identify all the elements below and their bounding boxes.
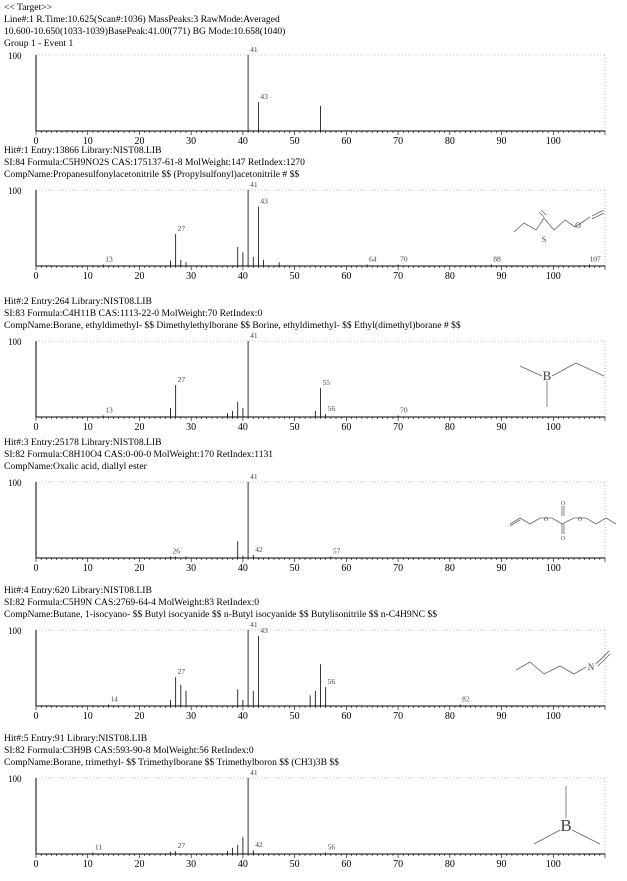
x-tick-label: 50 <box>289 136 300 147</box>
hit-info-line: Hit#:4 Entry:620 Library:NIST08.LIB <box>4 585 152 596</box>
x-tick-label: 50 <box>289 271 300 282</box>
hit-info-line: SI:82 Formula:C8H10O4 CAS:0-00-0 MolWeight:170 RetIndex:1131 <box>4 449 274 460</box>
basepeak-info-line: 10.600-10.650(1033-1039)BasePeak:41.00(771) BG Mode:10.658(1040) <box>4 26 286 37</box>
x-tick-label: 0 <box>33 859 39 870</box>
x-tick-label: 10 <box>82 859 93 870</box>
peak-label: 43 <box>260 92 268 102</box>
hit-info-line: CompName:Butane, 1-isocyano- $$ Butyl isocyanide $$ n-Butyl isocyanide $$ Butylisonitrile $$ n-C4H9NC $$ <box>4 609 438 620</box>
x-tick-label: 90 <box>496 422 507 433</box>
peak-label: 13 <box>105 405 113 415</box>
x-tick-label: 30 <box>186 711 197 722</box>
peak-label: 27 <box>177 375 186 385</box>
peak-label: 13 <box>105 254 113 264</box>
atom-label: O <box>543 517 549 523</box>
hit-info-line: Hit#:1 Entry:13866 Library:NIST08.LIB <box>4 145 162 156</box>
hit-info-line: Hit#:5 Entry:91 Library:NIST08.LIB <box>4 733 148 744</box>
peak-label: 57 <box>332 546 341 556</box>
mass-spectrum-chart <box>0 180 627 282</box>
peak-label: 11 <box>94 842 103 852</box>
hit-info-line: CompName:Propanesulfonylacetonitrile $$ (Propylsulfonyl)acetonitrile # $$ <box>4 169 300 180</box>
x-tick-label: 100 <box>545 422 561 433</box>
mass-spectrum-chart <box>0 331 627 433</box>
x-tick-label: 10 <box>82 271 93 282</box>
peak-label: 41 <box>250 331 258 340</box>
hit-info-line: CompName:Oxalic acid, diallyl ester <box>4 461 147 472</box>
mass-spectrum-chart <box>0 45 627 147</box>
x-tick-label: 0 <box>33 711 39 722</box>
peak-label: 41 <box>250 45 258 54</box>
hit-info-line: SI:82 Formula:C5H9N CAS:2769-64-4 MolWeight:83 RetIndex:0 <box>4 597 260 608</box>
x-tick-label: 80 <box>444 859 455 870</box>
x-tick-label: 100 <box>545 711 561 722</box>
x-tick-label: 50 <box>289 563 300 574</box>
atom-label: O <box>560 536 566 542</box>
x-tick-label: 50 <box>289 422 300 433</box>
atom-label: B <box>542 368 552 383</box>
x-tick-label: 30 <box>186 136 197 147</box>
peak-label: 107 <box>589 254 601 264</box>
report-header <box>4 2 285 50</box>
hit-info-line: SI:84 Formula:C5H9NO2S CAS:175137-61-8 MolWeight:147 RetIndex:1270 <box>4 157 305 168</box>
x-tick-label: 10 <box>82 711 93 722</box>
x-tick-label: 50 <box>289 711 300 722</box>
x-tick-label: 70 <box>393 136 404 147</box>
peak-label: 56 <box>327 677 336 686</box>
peak-label: 14 <box>110 694 118 704</box>
x-tick-label: 20 <box>134 859 145 870</box>
peak-label: 43 <box>260 196 268 206</box>
x-tick-label: 70 <box>393 711 404 722</box>
x-tick-label: 70 <box>393 271 404 282</box>
x-tick-label: 20 <box>134 422 145 433</box>
peak-label: 41 <box>250 180 258 189</box>
mass-spectrum-chart <box>0 472 627 574</box>
mass-spectrum-chart <box>0 768 627 870</box>
x-tick-label: 70 <box>393 422 404 433</box>
group-event-line: Group 1 - Event 1 <box>4 38 74 49</box>
trimethylborane-structure-icon <box>534 786 600 844</box>
peak-label: 55 <box>322 378 330 388</box>
x-tick-label: 0 <box>33 136 39 147</box>
x-tick-label: 60 <box>341 563 352 574</box>
y-max-label: 100 <box>8 478 22 488</box>
peak-label: 26 <box>172 546 180 556</box>
x-tick-label: 40 <box>237 136 248 147</box>
x-tick-label: 60 <box>341 711 352 722</box>
x-tick-label: 60 <box>341 422 352 433</box>
x-tick-label: 80 <box>444 422 455 433</box>
x-tick-label: 90 <box>496 859 507 870</box>
x-tick-label: 90 <box>496 563 507 574</box>
x-tick-label: 30 <box>186 563 197 574</box>
x-tick-label: 10 <box>82 563 93 574</box>
peak-label: 41 <box>250 768 258 777</box>
x-tick-label: 40 <box>237 859 248 870</box>
x-tick-label: 60 <box>341 136 352 147</box>
x-tick-label: 30 <box>186 271 197 282</box>
x-tick-label: 30 <box>186 422 197 433</box>
x-tick-label: 20 <box>134 271 145 282</box>
scan-info-line: Line#:1 R.Time:10.625(Scan#:1036) MassPeaks:3 RawMode:Averaged <box>4 14 280 25</box>
peak-label: 42 <box>255 840 263 850</box>
peak-label: 42 <box>255 544 263 554</box>
x-tick-label: 100 <box>545 563 561 574</box>
peak-label: 56 <box>327 842 336 852</box>
x-tick-label: 40 <box>237 563 248 574</box>
peak-label: 41 <box>250 472 258 481</box>
x-tick-label: 30 <box>186 859 197 870</box>
peak-label: 27 <box>177 667 186 677</box>
hit-info-line: SI:83 Formula:C4H11B CAS:1113-22-0 MolWeight:70 RetIndex:0 <box>4 308 263 319</box>
hit-info-line: Hit#:3 Entry:25178 Library:NIST08.LIB <box>4 437 162 448</box>
x-tick-label: 0 <box>33 563 39 574</box>
atom-label: S <box>541 235 547 244</box>
x-tick-label: 10 <box>82 136 93 147</box>
atom-label: O <box>560 501 566 507</box>
peak-label: 88 <box>493 254 501 264</box>
peak-label: 56 <box>327 403 336 413</box>
ethyldimethylborane-structure-icon <box>520 363 604 407</box>
x-tick-label: 10 <box>82 422 93 433</box>
y-max-label: 100 <box>8 51 22 61</box>
x-tick-label: 40 <box>237 271 248 282</box>
y-max-label: 100 <box>8 626 22 636</box>
peak-label: 70 <box>400 405 408 415</box>
hit-info-line: CompName:Borane, ethyldimethyl- $$ Dimethylethylborane $$ Borine, ethyldimethyl- $$ Ethyl(dimethyl)borane # $$ <box>4 320 461 331</box>
x-tick-label: 20 <box>134 563 145 574</box>
x-tick-label: 60 <box>341 859 352 870</box>
atom-label: O <box>575 221 581 230</box>
x-tick-label: 80 <box>444 136 455 147</box>
y-max-label: 100 <box>8 186 22 196</box>
x-tick-label: 100 <box>545 859 561 870</box>
atom-label: N <box>587 662 595 672</box>
hit-info-line: CompName:Borane, trimethyl- $$ Trimethylborane $$ Trimethylboron $$ (CH3)3B $$ <box>4 757 339 768</box>
x-tick-label: 20 <box>134 136 145 147</box>
atom-label: O <box>577 517 583 523</box>
peak-label: 27 <box>177 224 186 234</box>
propanesulfonylacetonitrile-structure-icon <box>514 210 604 232</box>
peak-label: 27 <box>177 840 186 850</box>
peak-label: 64 <box>369 254 377 264</box>
x-tick-label: 70 <box>393 563 404 574</box>
peak-label: 41 <box>250 620 258 629</box>
x-tick-label: 80 <box>444 563 455 574</box>
x-tick-label: 80 <box>444 271 455 282</box>
y-max-label: 100 <box>8 774 22 784</box>
mass-spectrum-chart <box>0 620 627 722</box>
peak-label: 43 <box>260 626 268 636</box>
peak-label: 82 <box>462 694 470 704</box>
x-tick-label: 60 <box>341 271 352 282</box>
x-tick-label: 0 <box>33 271 39 282</box>
x-tick-label: 20 <box>134 711 145 722</box>
x-tick-label: 40 <box>237 422 248 433</box>
x-tick-label: 70 <box>393 859 404 870</box>
x-tick-label: 100 <box>545 271 561 282</box>
butyl-isocyanide-structure-icon <box>516 651 610 674</box>
diallyl-oxalate-structure-icon <box>510 506 616 534</box>
peak-label: 70 <box>400 254 408 264</box>
atom-label: B <box>560 816 572 835</box>
x-tick-label: 90 <box>496 711 507 722</box>
x-tick-label: 90 <box>496 271 507 282</box>
x-tick-label: 100 <box>545 136 561 147</box>
y-max-label: 100 <box>8 337 22 347</box>
hit-info-line: SI:82 Formula:C3H9B CAS:593-90-8 MolWeight:56 RetIndex:0 <box>4 745 254 756</box>
target-label: << Target>> <box>4 2 53 13</box>
x-tick-label: 0 <box>33 422 39 433</box>
x-tick-label: 40 <box>237 711 248 722</box>
x-tick-label: 90 <box>496 136 507 147</box>
x-tick-label: 50 <box>289 859 300 870</box>
hit-info-line: Hit#:2 Entry:264 Library:NIST08.LIB <box>4 296 152 307</box>
x-tick-label: 80 <box>444 711 455 722</box>
